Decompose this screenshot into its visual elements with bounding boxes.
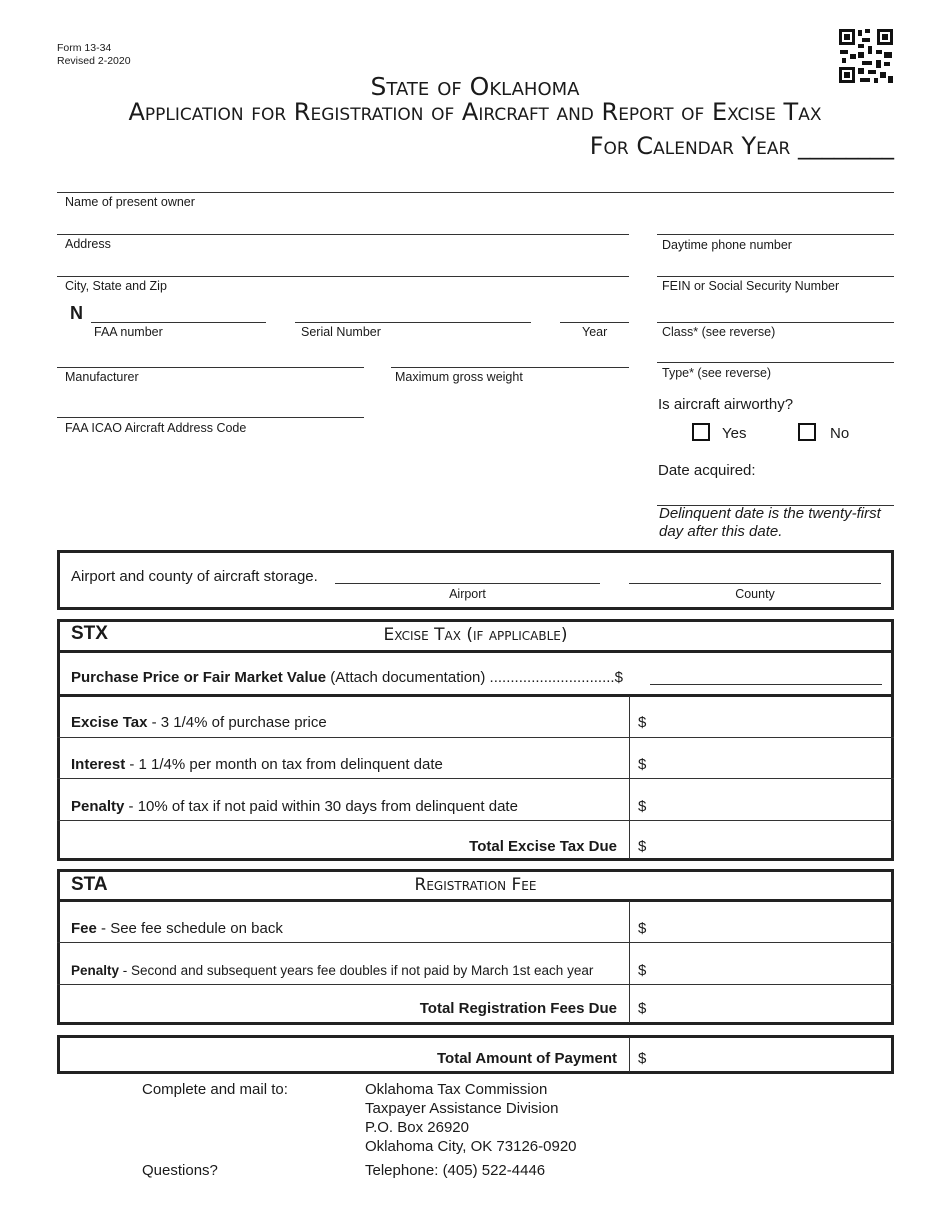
mail-line-2: Taxpayer Assistance Division — [365, 1100, 559, 1117]
mail-line-1: Oklahoma Tax Commission — [365, 1081, 548, 1098]
row-divider — [57, 737, 894, 738]
total-excise-label: Total Excise Tax Due — [469, 838, 617, 855]
n-number-prefix: N — [70, 303, 83, 323]
registration-column-divider — [629, 901, 630, 1023]
address-line — [57, 234, 629, 235]
address-label[interactable]: Address — [65, 237, 111, 251]
airworthy-no-checkbox[interactable] — [798, 423, 816, 441]
icao-code-label[interactable]: FAA ICAO Aircraft Address Code — [65, 421, 247, 435]
mail-line-4: Oklahoma City, OK 73126-0920 — [365, 1138, 577, 1155]
delinquent-note-2: day after this date. — [659, 523, 783, 540]
questions-label: Questions? — [142, 1162, 218, 1179]
serial-number-label[interactable]: Serial Number — [301, 325, 381, 339]
excise-title: Excise Tax (if applicable) — [383, 625, 568, 645]
registration-penalty-row: Penalty - Second and subsequent years fee doubles if not paid by March 1st each year — [71, 963, 594, 978]
city-state-zip-label[interactable]: City, State and Zip — [65, 279, 167, 293]
purchase-price-row: Purchase Price or Fair Market Value (Attach documentation) ..............................$ — [71, 669, 623, 686]
row-divider — [57, 820, 894, 821]
class-line — [657, 322, 894, 323]
title-calendar-year[interactable]: For Calendar Year ________ — [589, 132, 894, 160]
total-excise-amount[interactable]: $ — [638, 838, 647, 855]
type-line — [657, 362, 894, 363]
form-number: Form 13-34 — [57, 42, 112, 54]
title-main: Application for Registration of Aircraft and Report of Excise Tax — [128, 98, 822, 126]
manufacturer-line — [57, 367, 364, 368]
airworthy-no-label: No — [830, 425, 850, 442]
daytime-phone-label[interactable]: Daytime phone number — [662, 238, 792, 252]
total-payment-amount[interactable]: $ — [638, 1050, 647, 1067]
excise-tax-row: Excise Tax - 3 1/4% of purchase price — [71, 714, 327, 731]
excise-penalty-amount[interactable]: $ — [638, 798, 647, 815]
faa-number-label[interactable]: FAA number — [94, 325, 163, 339]
row-divider — [57, 778, 894, 779]
complete-mail-label: Complete and mail to: — [142, 1081, 288, 1098]
storage-label: Airport and county of aircraft storage. — [71, 568, 318, 585]
serial-line — [295, 322, 531, 323]
excise-tax-amount[interactable]: $ — [638, 714, 647, 731]
registration-penalty-amount[interactable]: $ — [638, 962, 647, 979]
title-state: State of Oklahoma — [370, 72, 580, 101]
owner-line — [57, 192, 894, 193]
total-payment-label: Total Amount of Payment — [437, 1050, 617, 1067]
date-acquired-label: Date acquired: — [658, 462, 756, 479]
fee-amount[interactable]: $ — [638, 920, 647, 937]
mail-line-3: P.O. Box 26920 — [365, 1119, 469, 1136]
registration-code: STA — [71, 874, 108, 895]
county-label: County — [735, 587, 775, 601]
row-divider — [57, 984, 894, 985]
fein-line — [657, 276, 894, 277]
row-divider — [57, 942, 894, 943]
phone-line — [657, 234, 894, 235]
class-label[interactable]: Class* (see reverse) — [662, 325, 776, 339]
city-line — [57, 276, 629, 277]
registration-header-divider — [57, 899, 894, 902]
excise-code: STX — [71, 623, 108, 644]
year-line — [560, 322, 629, 323]
icao-line — [57, 417, 364, 418]
airworthy-yes-checkbox[interactable] — [692, 423, 710, 441]
weight-line — [391, 367, 629, 368]
fee-row: Fee - See fee schedule on back — [71, 920, 283, 937]
fein-ssn-label[interactable]: FEIN or Social Security Number — [662, 279, 840, 293]
excise-tax-box — [57, 619, 894, 861]
excise-header-divider — [57, 650, 894, 653]
total-registration-amount[interactable]: $ — [638, 1000, 647, 1017]
purchase-divider — [57, 694, 894, 697]
purchase-price-input-line[interactable] — [650, 684, 882, 685]
telephone: Telephone: (405) 522-4446 — [365, 1162, 546, 1179]
airworthy-question: Is aircraft airworthy? — [658, 396, 794, 413]
airport-line[interactable] — [335, 583, 600, 584]
owner-name-label[interactable]: Name of present owner — [65, 195, 195, 209]
manufacturer-label[interactable]: Manufacturer — [65, 370, 139, 384]
county-line[interactable] — [629, 583, 881, 584]
type-label[interactable]: Type* (see reverse) — [662, 366, 772, 380]
payment-column-divider — [629, 1037, 630, 1072]
interest-row: Interest - 1 1/4% per month on tax from delinquent date — [71, 756, 443, 773]
max-gross-weight-label[interactable]: Maximum gross weight — [395, 370, 523, 384]
airport-label: Airport — [449, 587, 486, 601]
excise-penalty-row: Penalty - 10% of tax if not paid within 30 days from delinquent date — [71, 798, 518, 815]
year-label[interactable]: Year — [582, 325, 608, 339]
total-registration-label: Total Registration Fees Due — [419, 1000, 617, 1017]
delinquent-note-1: Delinquent date is the twenty-first — [659, 505, 881, 522]
revision-date: Revised 2-2020 — [57, 55, 131, 67]
faa-number-line — [91, 322, 266, 323]
interest-amount[interactable]: $ — [638, 756, 647, 773]
airworthy-yes-label: Yes — [722, 425, 747, 442]
registration-title: Registration Fee — [414, 875, 537, 895]
